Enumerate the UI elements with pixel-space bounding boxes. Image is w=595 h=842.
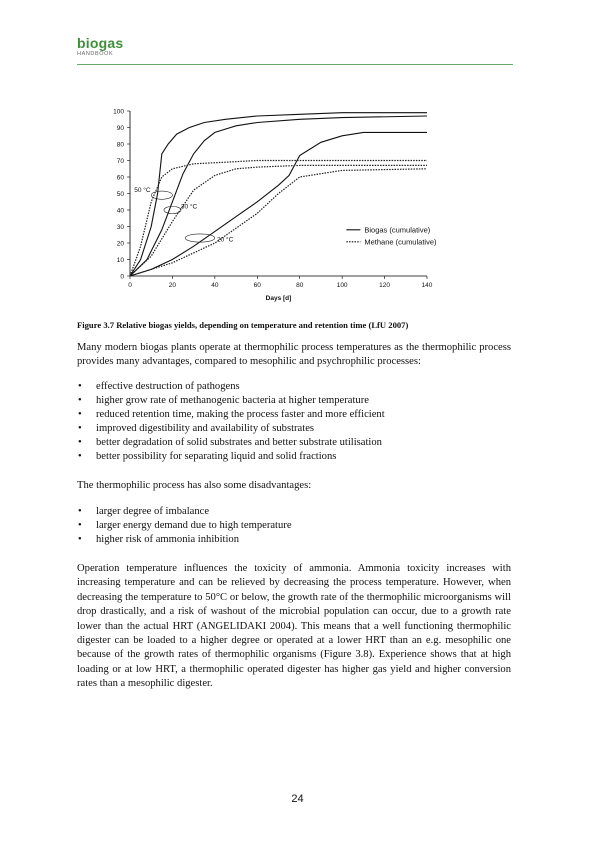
biogas-series-line: [130, 132, 427, 276]
x-tick-label: 40: [211, 282, 219, 289]
page-header: [77, 36, 123, 57]
annotation-30c-label: 30 °C: [180, 203, 198, 211]
page-number: 24: [291, 793, 304, 805]
y-tick-label: 50: [116, 191, 124, 198]
bullet-icon: •: [78, 423, 82, 434]
intro-paragraph: [77, 341, 511, 370]
disadvantages-list: [77, 505, 511, 547]
list-item-text: better possibility for separating liquid and solid fractions: [96, 451, 337, 462]
list-item: [77, 394, 511, 408]
bullet-icon: •: [78, 409, 82, 420]
legend-label-methane: Methane (cumulative): [364, 237, 437, 247]
header-rule: [77, 64, 513, 65]
legend-label-biogas: Biogas (cumulative): [364, 225, 431, 235]
list-item: [77, 408, 511, 422]
y-tick-label: 20: [116, 240, 124, 248]
annotation-20c-ellipse: [185, 234, 215, 242]
bullet-icon: •: [78, 437, 82, 448]
brand-title: biogas: [77, 35, 124, 51]
paragraph-text: Many modern biogas plants operate at thermophilic process temperatures as the thermophilic process provides many advantages, compared to mesophilic and psychrophilic processes:: [77, 342, 511, 368]
bullet-icon: •: [78, 381, 82, 392]
methane-series-line: [130, 165, 427, 276]
bullet-icon: •: [78, 534, 82, 545]
list-item-text: reduced retention time, making the process faster and more efficient: [96, 409, 385, 420]
annotation-30c-ellipse: [164, 206, 181, 213]
x-tick-label: 80: [296, 282, 304, 289]
y-tick-label: 100: [113, 108, 124, 116]
biogas-series-line: [130, 113, 427, 276]
list-item-text: effective destruction of pathogens: [96, 381, 240, 392]
list-item-text: improved digestibility and availability of substrates: [96, 423, 315, 434]
bullet-icon: •: [78, 395, 82, 406]
x-tick-label: 20: [168, 282, 177, 289]
y-tick-label: 70: [116, 158, 124, 165]
biogas-yield-chart: [100, 100, 450, 310]
y-tick-label: 0: [120, 273, 124, 281]
list-item-text: better degradation of solid substrates and better substrate utilisation: [96, 437, 382, 448]
y-tick-label: 80: [116, 141, 124, 149]
x-tick-label: 140: [421, 282, 433, 289]
list-item: [77, 505, 511, 519]
y-tick-label: 90: [116, 125, 124, 132]
list-item: [77, 450, 511, 464]
y-tick-label: 10: [116, 257, 124, 264]
list-item: [77, 422, 511, 436]
x-tick-label: 100: [336, 282, 348, 289]
brand-subtitle: HANDBOOK: [77, 51, 114, 57]
x-tick-label: 120: [379, 282, 391, 289]
ammonia-paragraph: [77, 562, 511, 692]
figure-caption: Figure 3.7 Relative biogas yields, depending on temperature and retention time (LfU 2007): [77, 320, 409, 330]
paragraph-text: The thermophilic process has also some disadvantages:: [77, 480, 312, 491]
bullet-icon: •: [78, 520, 82, 531]
list-item: [77, 519, 511, 533]
y-tick-label: 60: [116, 174, 124, 182]
list-item: [77, 533, 511, 547]
list-item: [77, 380, 511, 394]
x-tick-label: 60: [253, 282, 261, 289]
bullet-icon: •: [78, 506, 82, 517]
y-tick-label: 30: [116, 224, 124, 231]
list-item-text: larger energy demand due to high temperature: [96, 520, 292, 531]
list-item-text: higher risk of ammonia inhibition: [96, 534, 239, 545]
list-item-text: larger degree of imbalance: [96, 506, 210, 517]
disadvantages-intro: [77, 479, 511, 493]
y-tick-label: 40: [116, 207, 124, 215]
annotation-50c-label: 50 °C: [134, 186, 151, 194]
list-item: [77, 436, 511, 450]
annotation-20c-label: 20 °C: [216, 236, 234, 244]
bullet-icon: •: [78, 451, 82, 462]
x-axis-label: Days [d]: [265, 295, 292, 302]
list-item-text: higher grow rate of methanogenic bacteria at higher temperature: [96, 395, 369, 406]
advantages-list: [77, 380, 511, 464]
x-tick-label: 0: [128, 282, 132, 289]
paragraph-text: Operation temperature influences the toxicity of ammonia. Ammonia toxicity increases with increasing temperature and can be relieved by decreasing the process temperature. However, when decreasing the temperature to 50°C or below, the growth rate of the thermophilic microorganisms will drop drastically, and a risk of washout of the microbial population can occur, due to a growth rate lower than the actual HRT (ANGELIDAKI 2004). This means that a well functioning thermophilic digester can be loaded to a higher degree or operated at a lower HRT than an e.g. mesophilic one because of the growth rates of thermophilic organisms (Figure 3.8). Experience shows that at high loading or at low HRT, a thermophilic operated digester has higher gas yield and higher conversion rates than a mesophilic digester.: [77, 563, 511, 690]
biogas-series-line: [130, 116, 427, 276]
